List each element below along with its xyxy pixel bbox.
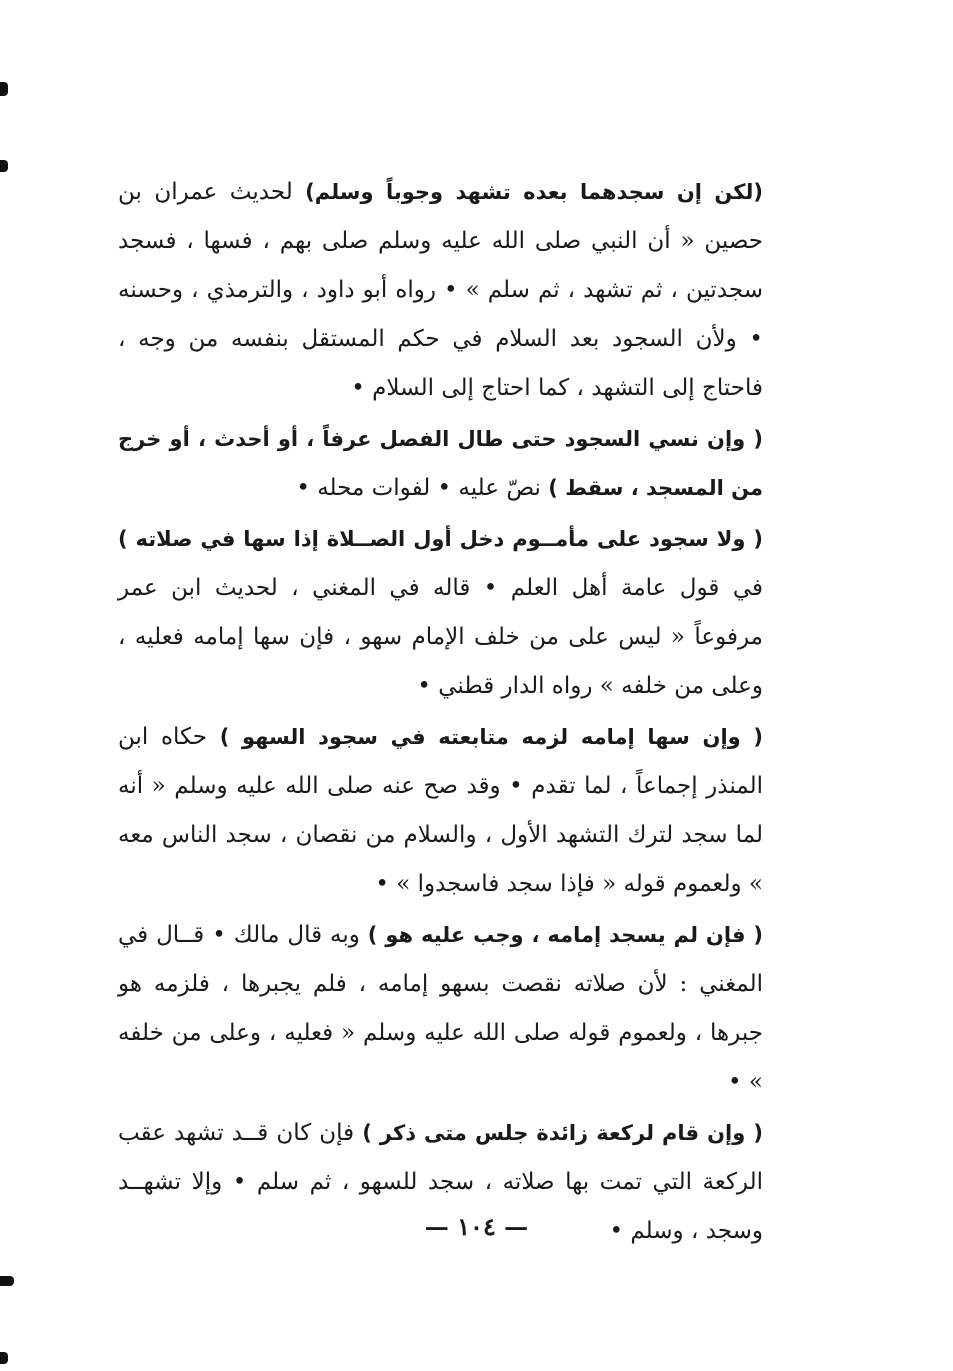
paragraph xyxy=(118,911,763,1107)
matn-text: ( وإن سها إمامه لزمه متابعته في سجود السهو ) xyxy=(219,725,763,749)
scan-edge-mark xyxy=(0,82,8,96)
matn-text: ( ولا سجود على مأمــوم دخل أول الصــلاة إذا سها في صلاته ) xyxy=(118,527,763,551)
page-number: — ١٠٤ — xyxy=(424,1212,529,1241)
commentary-text: في قول عامة أهل العلم • قاله في المغني ، لحديث ابن عمر مرفوعاً « ليس على من خلف الإمام سهو ، فإن سها إمامه فعليه ، وعلى من خلفه » رواه الدار قطني • xyxy=(118,575,763,699)
commentary-text: لحديث عمران بن حصين « أن النبي صلى الله عليه وسلم صلى بهم ، فسها ، فسجد سجدتين ، ثم تشهد ، ثم سلم » • رواه أبو داود ، والترمذي ، وحسنه • ولأن السجود بعد السلام في حكم المستقل بنفسه من وجه ، فاحتاج إلى التشهد ، كما احتاج إلى السلام • xyxy=(118,179,763,401)
commentary-text: فإن كان قــد تشهد عقب الركعة التي تمت بها صلاته ، سجد للسهو ، ثم سلم • وإلا تشهــد وسجد ، وسلم • xyxy=(118,1120,763,1244)
scan-edge-mark xyxy=(0,160,8,172)
paragraph xyxy=(118,713,763,909)
matn-text: ( فإن لم يسجد إمامه ، وجب عليه هو ) xyxy=(367,923,763,947)
scan-edge-mark xyxy=(0,1352,8,1364)
paragraph xyxy=(118,168,763,413)
commentary-text: وبه قال مالك • قــال في المغني : لأن صلاته نقصت بسهو إمامه ، فلم يجبرها ، فلزمه هو جبرها ، ولعموم قوله صلى الله عليه وسلم « فعليه ، وعلى من خلفه » • xyxy=(118,922,763,1095)
commentary-text: حكاه ابن المنذر إجماعاً ، لما تقدم • وقد صح عنه صلى الله عليه وسلم « أنه لما سجد لترك التشهد الأول ، والسلام من نقصان ، سجد الناس معه » ولعموم قوله « فإذا سجد فاسجدوا » • xyxy=(118,724,763,897)
commentary-text: نصّ عليه • لفوات محله • xyxy=(296,475,549,501)
matn-text: ( وإن نسي السجود حتى طال الفصل عرفاً ، أو أحدث ، أو خرج من المسجد ، سقط ) xyxy=(118,427,763,500)
matn-text: ( وإن قام لركعة زائدة جلس متى ذكر ) xyxy=(362,1121,763,1145)
paragraph xyxy=(118,515,763,711)
matn-text: (لكن إن سجدهما بعده تشهد وجوباً وسلم) xyxy=(305,180,763,204)
page-body xyxy=(118,168,763,1258)
scan-edge-mark xyxy=(0,1276,14,1286)
paragraph xyxy=(118,415,763,513)
